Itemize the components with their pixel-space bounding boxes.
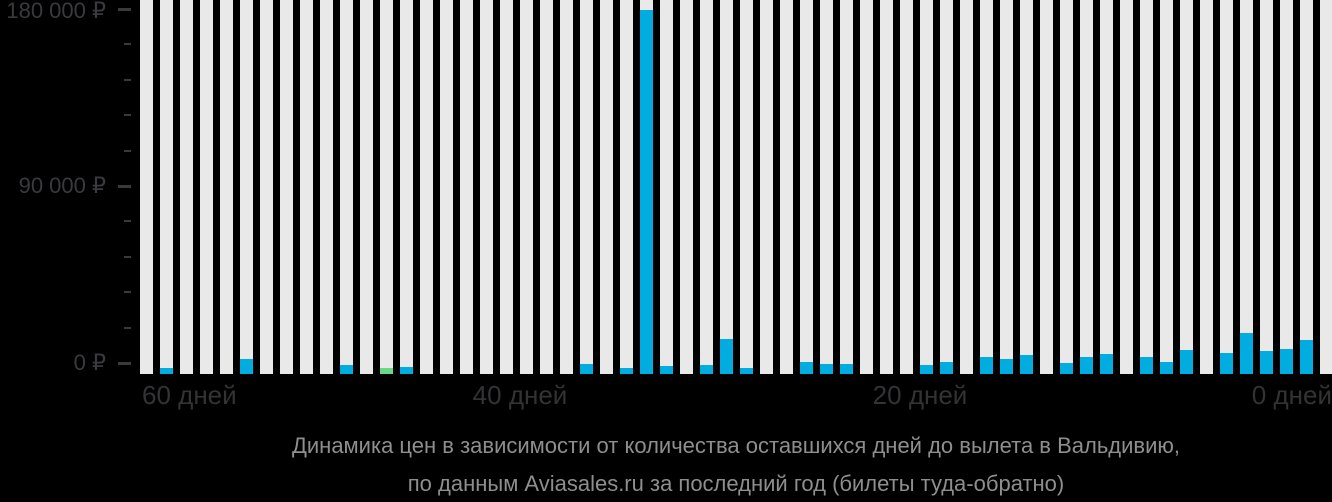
price-bar[interactable]: [140, 0, 153, 374]
price-bar-fill: [1020, 355, 1033, 374]
price-bar[interactable]: [200, 0, 213, 374]
price-bar[interactable]: [1100, 0, 1113, 374]
y-minor-tick: [124, 43, 131, 45]
price-bar-fill: [740, 368, 753, 374]
price-bar-fill: [1240, 333, 1253, 374]
price-bar[interactable]: [360, 0, 373, 374]
price-bar[interactable]: [460, 0, 473, 374]
y-axis-label: 180 000 ₽: [6, 0, 106, 23]
price-bar[interactable]: [340, 0, 353, 374]
price-bar-fill: [980, 357, 993, 374]
y-axis-label: 0 ₽: [73, 350, 106, 375]
x-axis-label: 40 дней: [472, 380, 568, 410]
price-bar-fill: [640, 10, 653, 374]
price-bar-fill: [1220, 353, 1233, 374]
price-bar[interactable]: [1320, 0, 1332, 374]
price-bar-fill: [1100, 354, 1113, 374]
price-bar[interactable]: [1180, 0, 1193, 374]
y-minor-tick: [124, 327, 131, 329]
price-bar[interactable]: [880, 0, 893, 374]
y-minor-tick: [124, 220, 131, 222]
price-bar[interactable]: [620, 0, 633, 374]
price-bar[interactable]: [820, 0, 833, 374]
price-bar[interactable]: [500, 0, 513, 374]
price-bar-fill: [1300, 340, 1313, 374]
chart-title: Динамика цен в зависимости от количества оставшихся дней до вылета в Вальдивию,: [291, 433, 1181, 458]
price-bar[interactable]: [1200, 0, 1213, 374]
price-bar[interactable]: [480, 0, 493, 374]
price-bar[interactable]: [560, 0, 573, 374]
price-bar[interactable]: [900, 0, 913, 374]
price-bar[interactable]: [1140, 0, 1153, 374]
y-major-tick: [118, 185, 131, 188]
price-bar[interactable]: [1240, 0, 1253, 374]
price-bar-fill: [720, 339, 733, 374]
price-bar[interactable]: [1260, 0, 1273, 374]
price-bar[interactable]: [1300, 0, 1313, 374]
price-bar-fill: [660, 366, 673, 374]
price-bar[interactable]: [440, 0, 453, 374]
price-bar[interactable]: [720, 0, 733, 374]
y-major-tick: [118, 8, 131, 11]
price-bar-fill: [340, 365, 353, 374]
price-bar-fill: [820, 364, 833, 374]
price-bar[interactable]: [420, 0, 433, 374]
price-bar[interactable]: [1160, 0, 1173, 374]
price-bar-fill: [240, 359, 253, 374]
price-bar-fill: [940, 362, 953, 374]
price-bar-fill: [1160, 362, 1173, 374]
price-bar[interactable]: [220, 0, 233, 374]
price-bar[interactable]: [540, 0, 553, 374]
price-bar[interactable]: [840, 0, 853, 374]
price-bar[interactable]: [860, 0, 873, 374]
price-bar-fill: [1260, 351, 1273, 374]
price-bar[interactable]: [280, 0, 293, 374]
price-bar-fill: [160, 368, 173, 374]
price-bar-fill: [400, 367, 413, 374]
price-bar[interactable]: [600, 0, 613, 374]
price-bar[interactable]: [1060, 0, 1073, 374]
price-bar[interactable]: [940, 0, 953, 374]
price-bar-fill: [620, 368, 633, 374]
price-bar[interactable]: [920, 0, 933, 374]
price-bar[interactable]: [320, 0, 333, 374]
price-bar[interactable]: [640, 0, 653, 374]
price-bar-fill: [840, 364, 853, 374]
y-minor-tick: [124, 79, 131, 81]
price-bar[interactable]: [1120, 0, 1133, 374]
price-bar[interactable]: [580, 0, 593, 374]
price-bar[interactable]: [300, 0, 313, 374]
price-bar[interactable]: [700, 0, 713, 374]
y-minor-tick: [124, 150, 131, 152]
price-bar-fill: [800, 362, 813, 374]
price-bar-fill: [1280, 349, 1293, 374]
y-axis-label: 90 000 ₽: [18, 173, 106, 198]
price-bar[interactable]: [380, 0, 393, 374]
x-axis-label: 60 дней: [142, 380, 237, 410]
price-bar-fill: [1140, 357, 1153, 374]
price-bar-fill: [380, 368, 393, 374]
price-bar[interactable]: [1000, 0, 1013, 374]
price-bar[interactable]: [180, 0, 193, 374]
y-minor-tick: [124, 256, 131, 258]
price-bar-fill: [1080, 357, 1093, 374]
x-axis-label: 0 дней: [1251, 380, 1332, 410]
price-bar-fill: [700, 365, 713, 374]
y-minor-tick: [124, 114, 131, 116]
price-bar[interactable]: [240, 0, 253, 374]
price-bar-fill: [1060, 363, 1073, 374]
price-bar[interactable]: [1040, 0, 1053, 374]
price-bar[interactable]: [760, 0, 773, 374]
price-bar[interactable]: [1020, 0, 1033, 374]
price-bar[interactable]: [660, 0, 673, 374]
price-bar[interactable]: [980, 0, 993, 374]
price-bar[interactable]: [780, 0, 793, 374]
price-bar[interactable]: [800, 0, 813, 374]
price-bar[interactable]: [400, 0, 413, 374]
price-bar-fill: [920, 365, 933, 374]
price-bar[interactable]: [680, 0, 693, 374]
y-major-tick: [118, 362, 131, 365]
price-bar[interactable]: [1080, 0, 1093, 374]
price-bar[interactable]: [1280, 0, 1293, 374]
x-axis-label: 20 дней: [872, 380, 968, 410]
price-bar[interactable]: [960, 0, 973, 374]
price-bar[interactable]: [260, 0, 273, 374]
price-bar-fill: [1000, 359, 1013, 374]
price-bar-fill: [580, 364, 593, 374]
chart-subtitle: по данным Aviasales.ru за последний год (билеты туда-обратно): [407, 471, 1065, 496]
price-bar[interactable]: [1220, 0, 1233, 374]
price-bar-fill: [1180, 350, 1193, 374]
price-bar[interactable]: [520, 0, 533, 374]
price-bar[interactable]: [160, 0, 173, 374]
price-bar[interactable]: [740, 0, 753, 374]
y-minor-tick: [124, 291, 131, 293]
